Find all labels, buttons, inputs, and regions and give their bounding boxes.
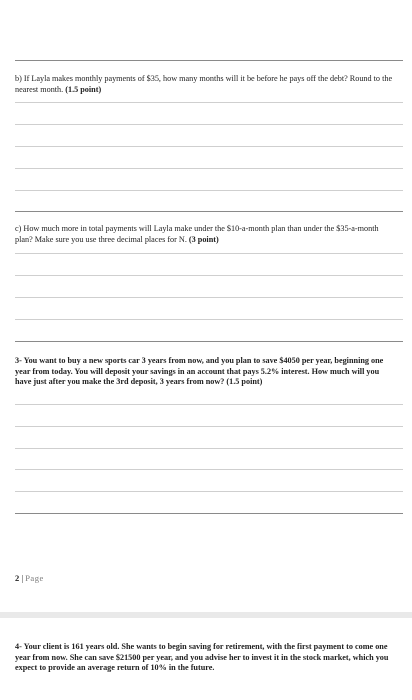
answer-line — [15, 190, 403, 191]
answer-line — [15, 404, 403, 405]
answer-line — [15, 469, 403, 470]
page-number: 2 — [15, 573, 20, 583]
answer-line — [15, 297, 403, 298]
question-c-text: c) How much more in total payments will Layla make under the $10-a-month plan than under the $35-a-month plan? Make sure you use three decimal places for N. — [15, 224, 379, 244]
separator-line — [15, 60, 403, 61]
page-label: Page — [25, 573, 44, 583]
question-b-text: b) If Layla makes monthly payments of $35, how many months will it be before he pays off the debt? Round to the nearest month. — [15, 74, 393, 94]
answer-line — [15, 491, 403, 492]
answer-line — [15, 426, 403, 427]
question-b — [15, 74, 397, 95]
answer-line — [15, 146, 403, 147]
answer-line — [15, 448, 403, 449]
footer-separator: | — [19, 573, 26, 583]
question-3: 3- You want to buy a new sports car 3 years from now, and you plan to save $4050 per year, beginning one year from today. You will deposit your savings in an account that pays 5.2% interest. How much will you have just after you make the 3rd deposit, 3 years from now? (1.5 point) — [15, 356, 384, 386]
separator-line — [15, 513, 403, 514]
question-b-points: (1.5 point) — [65, 84, 102, 94]
answer-line — [15, 168, 403, 169]
question-4: 4- Your client is 161 years old. She wants to begin saving for retirement, with the first payment to come one year from now. She can save $21500 per year, and you advise her to invest it in the stock market, which you expect to provide an average return of 10% in the future. — [15, 642, 389, 672]
document-page-3 — [0, 618, 412, 700]
page-footer — [15, 573, 44, 583]
answer-line — [15, 102, 403, 103]
question-c-points: (3 point) — [188, 234, 219, 244]
answer-line — [15, 275, 403, 276]
answer-line — [15, 124, 403, 125]
question-c — [15, 224, 397, 245]
answer-line — [15, 253, 403, 254]
separator-line — [15, 341, 403, 342]
separator-line — [15, 211, 403, 212]
answer-line — [15, 319, 403, 320]
